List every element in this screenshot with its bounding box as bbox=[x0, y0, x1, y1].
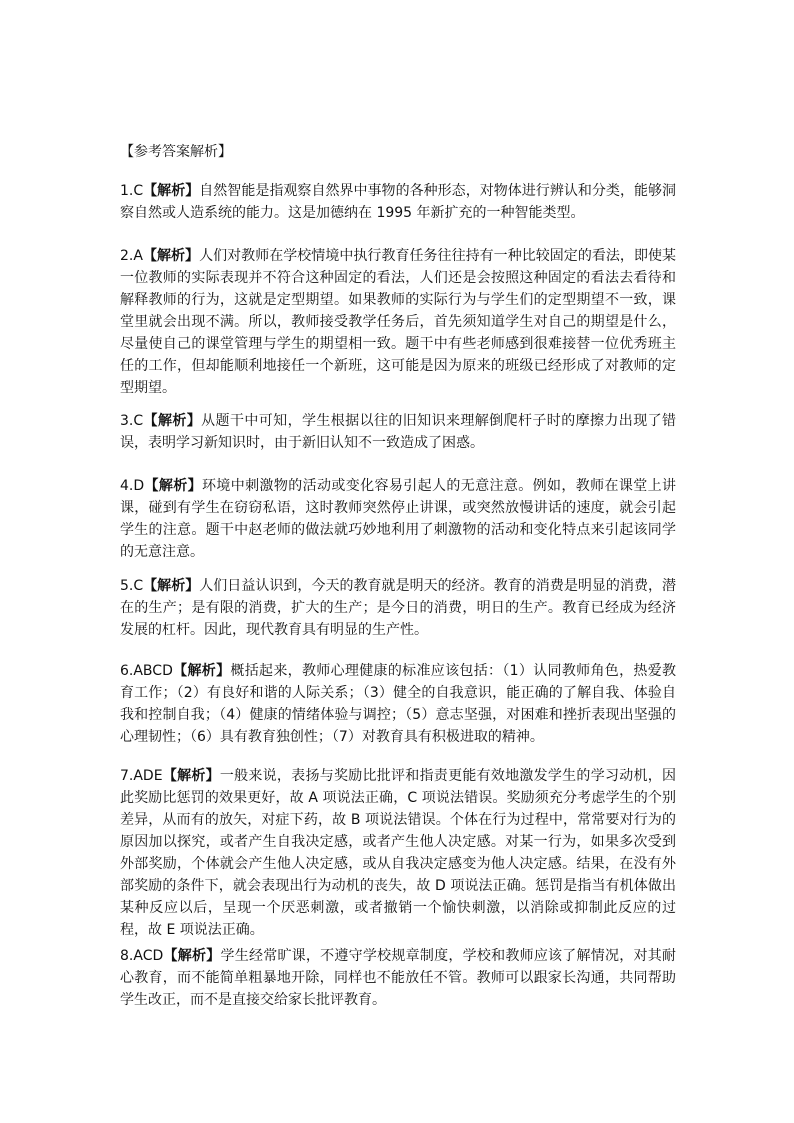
answer-key: 4.D bbox=[120, 478, 145, 494]
answer-item-1 bbox=[120, 180, 676, 224]
answer-key: 7.ADE bbox=[120, 768, 163, 784]
analysis-tag: 【解析】 bbox=[143, 413, 202, 429]
answer-item-3 bbox=[120, 410, 676, 454]
answer-explanation: 环境中刺激物的活动或变化容易引起人的无意注意。例如，教师在课堂上讲课，碰到有学生在窃窃私语，这时教师突然停止讲课，或突然放慢讲话的速度，就会引起学生的注意。题干中赵老师的做法就巧妙地利用了刺激物的活动和变化特点来引起该同学的无意注意。 bbox=[120, 478, 677, 560]
analysis-tag: 【解析】 bbox=[144, 478, 203, 494]
answer-key: 6.ABCD bbox=[120, 663, 173, 679]
answer-item-4 bbox=[120, 475, 676, 563]
answer-explanation: 概括起来，教师心理健康的标准应该包括：（1）认同教师角色，热爱教育工作；（2）有良好和谐的人际关系；（3）健全的自我意识，能正确的了解自我、体验自我和控制自我；（4）健康的情绪体验与调控；（5）意志坚强，对困难和挫折表现出坚强的心理韧性；（6）具有教育独创性；（7）对教育具有积极进取的精神。 bbox=[120, 663, 677, 745]
answer-item-6 bbox=[120, 660, 676, 748]
answer-item-5 bbox=[120, 575, 676, 641]
answer-explanation: 人们日益认识到，今天的教育就是明天的经济。教育的消费是明显的消费，潜在的生产；是有限的消费，扩大的生产；是今日的消费，明日的生产。教育已经成为经济发展的杠杆。因此，现代教育具有明显的生产性。 bbox=[120, 578, 677, 638]
answer-item-7 bbox=[120, 765, 676, 941]
answer-explanation: 自然智能是指观察自然界中事物的各种形态，对物体进行辨认和分类，能够洞察自然或人造系统的能力。这是加德纳在 1995 年新扩充的一种智能类型。 bbox=[120, 183, 677, 221]
analysis-tag: 【解析】 bbox=[142, 248, 200, 264]
answer-key: 3.C bbox=[120, 413, 144, 429]
answer-explanation: 学生经常旷课，不遵守学校规章制度，学校和教师应该了解情况，对其耐心教育，而不能简单粗暴地开除，同样也不能放任不管。教师可以跟家长沟通，共同帮助学生改正，而不是直接交给家长批评教育。 bbox=[120, 948, 677, 1008]
analysis-tag: 【解析】 bbox=[143, 578, 200, 594]
answer-explanation: 从题干中可知，学生根据以往的旧知识来理解倒爬杆子时的摩擦力出现了错误，表明学习新知识时，由于新旧认知不一致造成了困惑。 bbox=[120, 413, 677, 451]
answer-key: 1.C bbox=[120, 183, 144, 199]
answer-item-8 bbox=[120, 945, 676, 1011]
answer-explanation: 一般来说，表扬与奖励比批评和指责更能有效地激发学生的学习动机，因此奖励比惩罚的效果更好，故 A 项说法正确，C 项说法错误。奖励须充分考虑学生的个别差异，从而有的放矢，对症下药，故 B 项说法错误。个体在行为过程中，常常要对行为的原因加以探究，或者产生自我决定感，或者产生他人决定感。对某一行为，如果多次受到外部奖励，个体就会产生他人决定感，或从自我决定感变为他人决定感。结果，在没有外部奖励的条件下，就会表现出行为动机的丧失，故 D 项说法正确。惩罚是指当有机体做出某种反应以后，呈现一个厌恶刺激，或者撤销一个愉快刺激，以消除或抑制此反应的过程，故 E 项说法正确。 bbox=[120, 768, 676, 938]
answer-item-2 bbox=[120, 245, 676, 399]
analysis-tag: 【解析】 bbox=[162, 768, 220, 784]
section-heading: 【参考答案解析】 bbox=[120, 144, 232, 160]
analysis-tag: 【解析】 bbox=[143, 183, 200, 199]
answer-key: 2.A bbox=[120, 248, 143, 264]
analysis-tag: 【解析】 bbox=[172, 663, 231, 679]
answer-key: 5.C bbox=[120, 578, 144, 594]
analysis-tag: 【解析】 bbox=[163, 948, 221, 964]
answer-explanation: 人们对教师在学校情境中执行教育任务往往持有一种比较固定的看法，即使某一位教师的实际表现并不符合这种固定的看法，人们还是会按照这种固定的看法去看待和解释教师的行为，这就是定型期望。如果教师的实际行为与学生们的定型期望不一致，课堂里就会出现不满。所以，教师接受教学任务后，首先须知道学生对自己的期望是什么，尽量使自己的课堂管理与学生的期望相一致。题干中有些老师感到很难接替一位优秀班主任的工作，但却能顺利地接任一个新班，这可能是因为原来的班级已经形成了对教师的定型期望。 bbox=[120, 248, 676, 396]
answer-key: 8.ACD bbox=[120, 948, 164, 964]
